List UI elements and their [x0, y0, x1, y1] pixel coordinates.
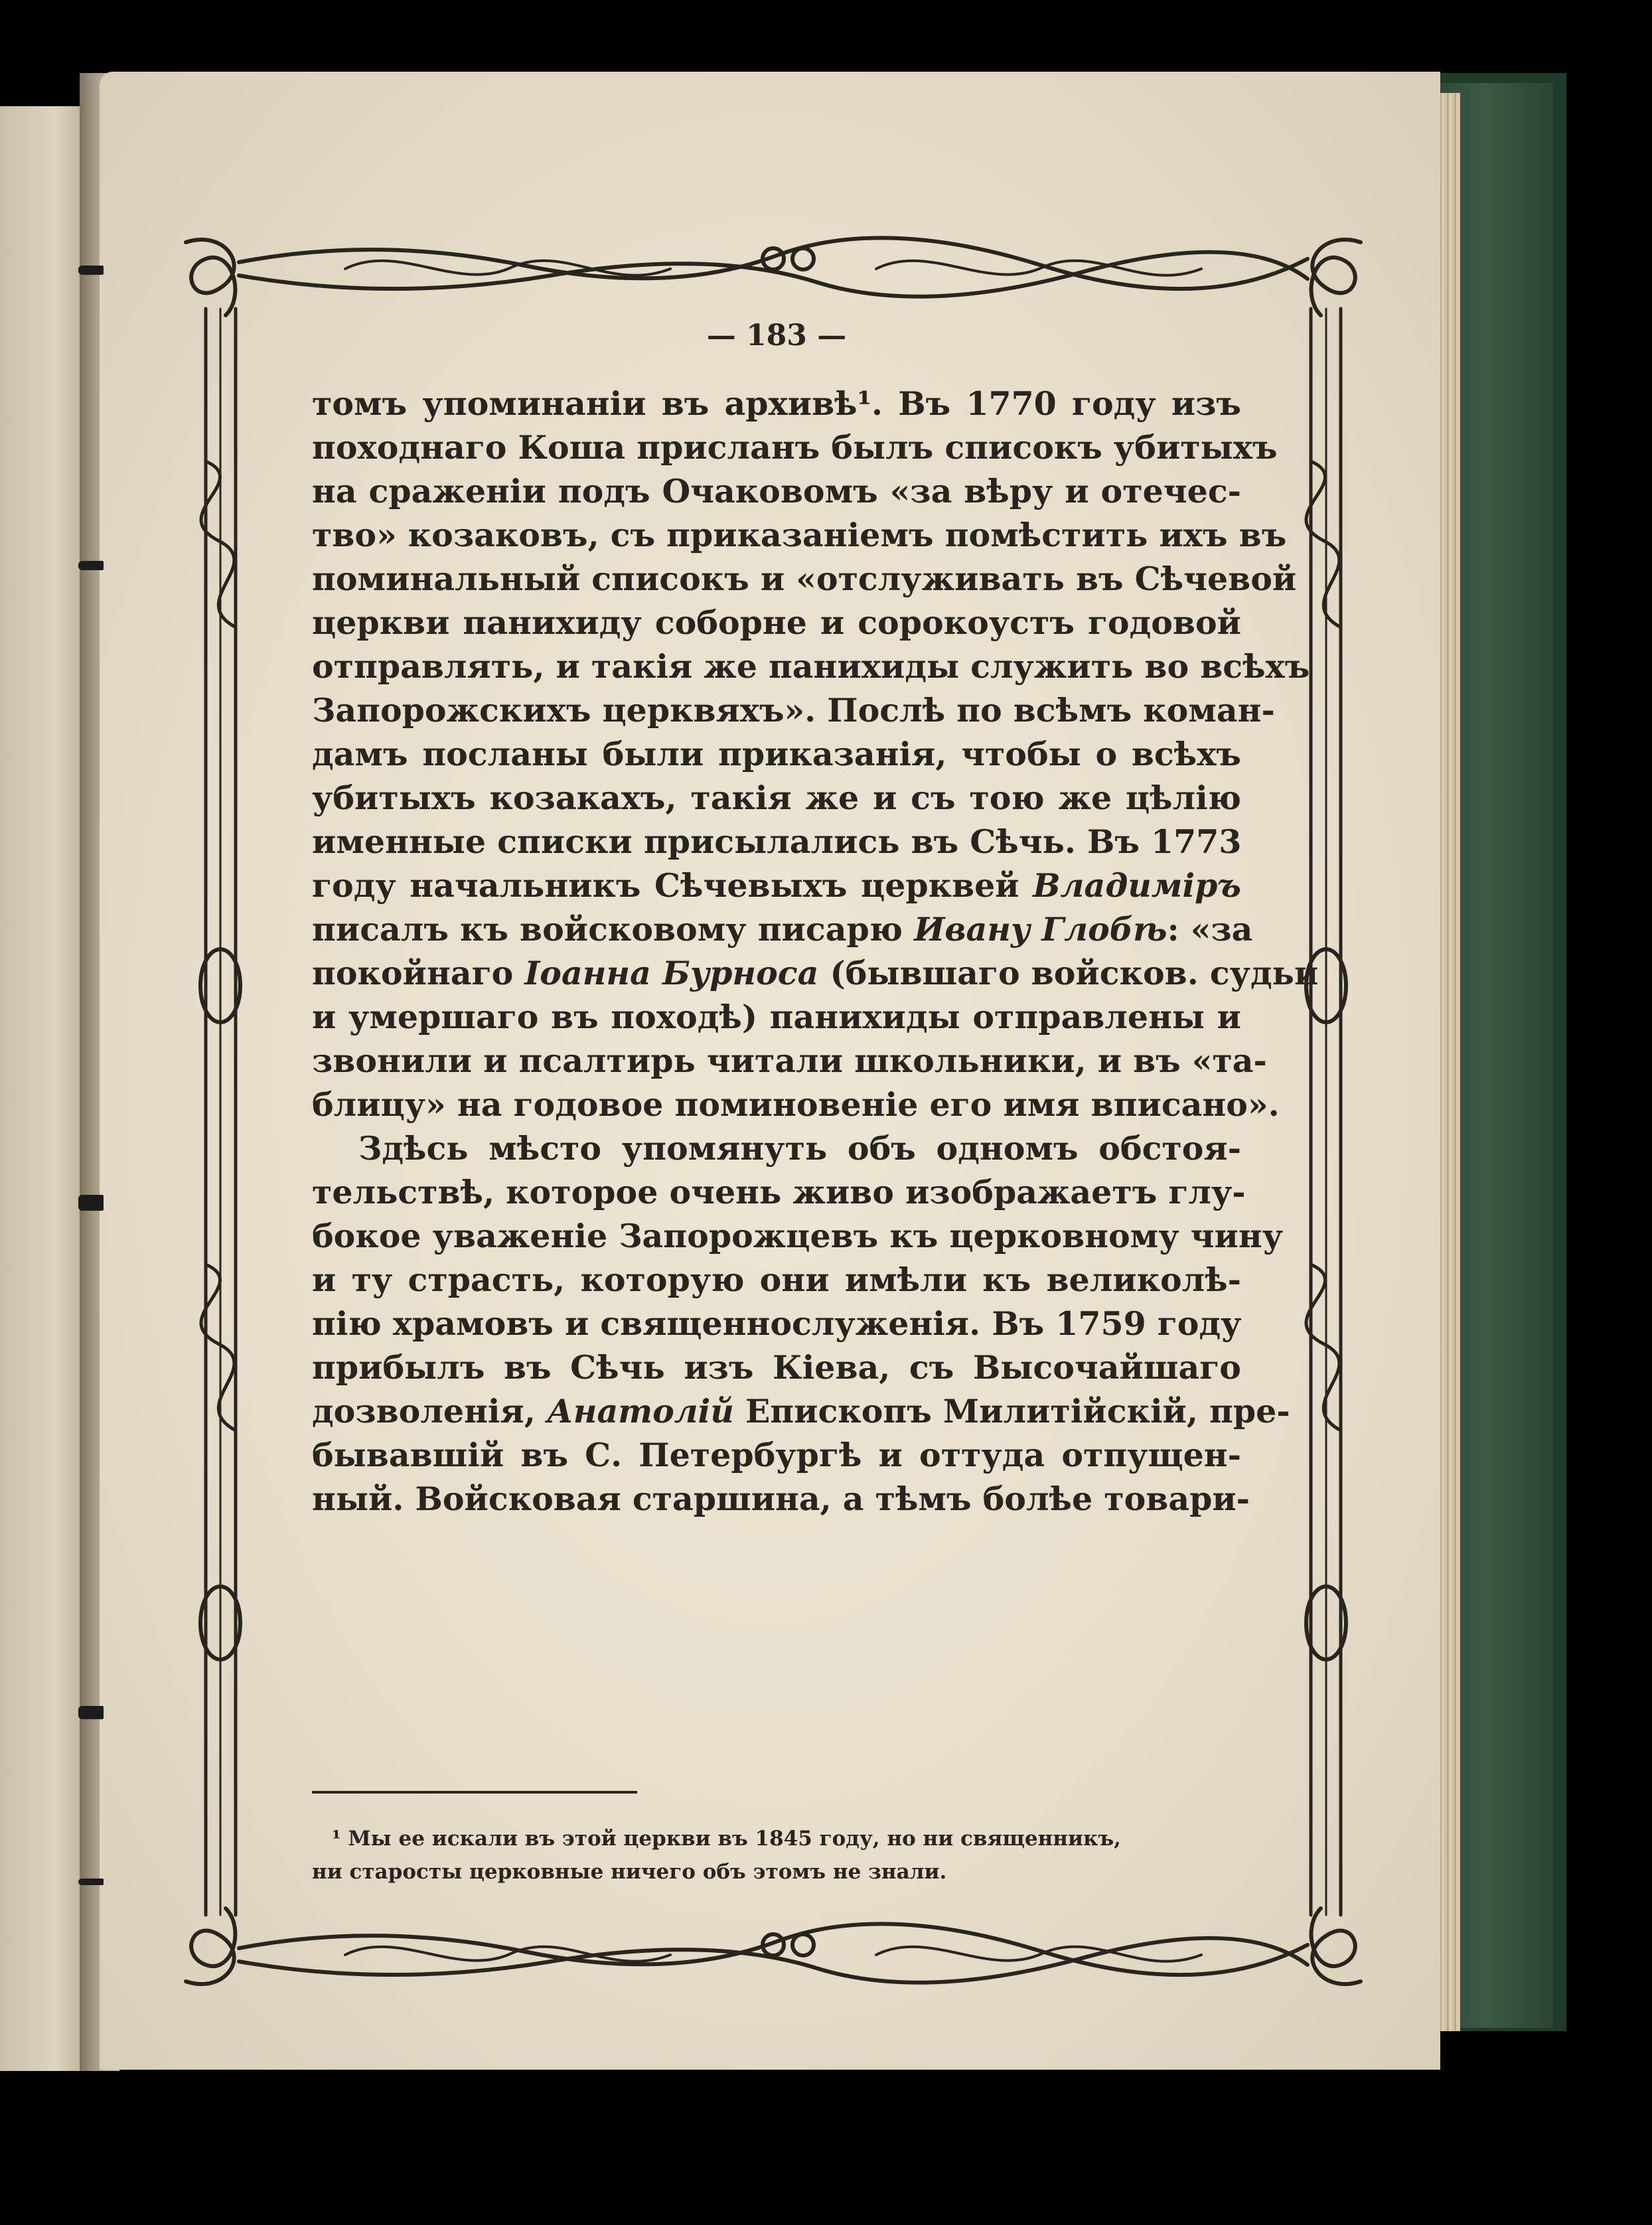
text-line: и умершаго въ походѣ) панихиды отправлены и	[312, 998, 1241, 1036]
text-line: тво» козаковъ, съ приказанiемъ помѣстить ихъ въ	[312, 516, 1287, 554]
text-line: пiю храмовъ и священнослуженiя. Въ 1759 году	[312, 1304, 1242, 1343]
text-line	[312, 907, 1253, 951]
text-line	[312, 1389, 1290, 1433]
text-segment: писалъ къ войсковому писарю	[312, 910, 903, 949]
text-line: и ту страсть, которую они имѣли къ великолѣ-	[312, 1261, 1241, 1299]
facing-page-mark	[78, 1879, 104, 1885]
text-line: на сраженiи подъ Очаковомъ «за вѣру и отечес-	[312, 472, 1241, 510]
text-line: дамъ посланы были приказанiя, чтобы о всѣхъ	[312, 735, 1241, 773]
text-segment: покойнаго	[312, 954, 514, 992]
text-line: именные списки присылались въ Сѣчь. Въ 1773	[312, 822, 1242, 861]
italic-name: Владимiръ	[1033, 866, 1241, 905]
text-line: тельствѣ, которое очень живо изображаетъ глу-	[312, 1173, 1246, 1211]
text-line	[312, 864, 1241, 907]
text-segment: дозволенiя,	[312, 1392, 536, 1430]
page-number: — 183 —	[706, 319, 847, 352]
text-segment: Епископъ Милитiйскiй, пре-	[745, 1392, 1290, 1430]
facing-page-mark	[78, 1706, 104, 1719]
text-line: отправлять, и такiя же панихиды служить во всѣхъ	[312, 647, 1310, 686]
italic-name: Iоанна Бурноса	[524, 954, 819, 992]
text-line: убитыхъ козакахъ, такiя же и съ тою же цѣлiю	[312, 779, 1241, 817]
text-line: блицу» на годовое поминовенiе его имя вписано».	[312, 1085, 1280, 1124]
text-line: томъ упоминанiи въ архивѣ¹. Въ 1770 году изъ	[312, 384, 1241, 423]
text-line	[312, 951, 1319, 995]
text-line: поминальный списокъ и «отслуживать въ Сѣчевой	[312, 560, 1297, 598]
text-segment: : «за	[1167, 910, 1253, 949]
footnote-rule	[312, 1791, 637, 1794]
text-line: Запорожскихъ церквяхъ». Послѣ по всѣмъ коман-	[312, 691, 1275, 729]
text-line: церкви панихиду соборне и сорокоустъ годовой	[312, 603, 1241, 642]
text-line: ный. Войсковая старшина, а тѣмъ болѣе товари-	[312, 1480, 1250, 1518]
text-line: бокое уваженiе Запорожцевъ къ церковному чину	[312, 1217, 1284, 1255]
footnote-line: ¹ Мы ее искали въ этой церкви въ 1845 году, но ни священникъ,	[332, 1827, 1121, 1851]
text-line: звонили и псалтирь читали школьники, и въ «та-	[312, 1041, 1267, 1080]
text-line: походнаго Коша присланъ былъ списокъ убитыхъ	[312, 428, 1278, 467]
facing-page-mark	[78, 561, 104, 570]
italic-name: Ивану Глобѣ	[914, 910, 1167, 949]
italic-name: Анатолiй	[546, 1392, 734, 1430]
text-line: прибылъ въ Сѣчь изъ Кiева, съ Высочайшаго	[312, 1348, 1241, 1387]
facing-page-mark	[78, 1195, 104, 1211]
footnote-line: ни старосты церковные ничего объ этомъ не знали.	[312, 1860, 947, 1884]
facing-page-mark	[78, 266, 104, 275]
text-segment: (бывшаго войсков. судьи	[830, 954, 1319, 992]
text-line: Здѣсь мѣсто упомянуть объ одномъ обстоя-	[358, 1129, 1241, 1168]
text-line: бывавшiй въ С. Петербургѣ и оттуда отпущен-	[312, 1436, 1241, 1474]
text-segment: году начальникъ Сѣчевыхъ церквей	[312, 866, 1019, 905]
facing-page	[0, 106, 93, 2071]
